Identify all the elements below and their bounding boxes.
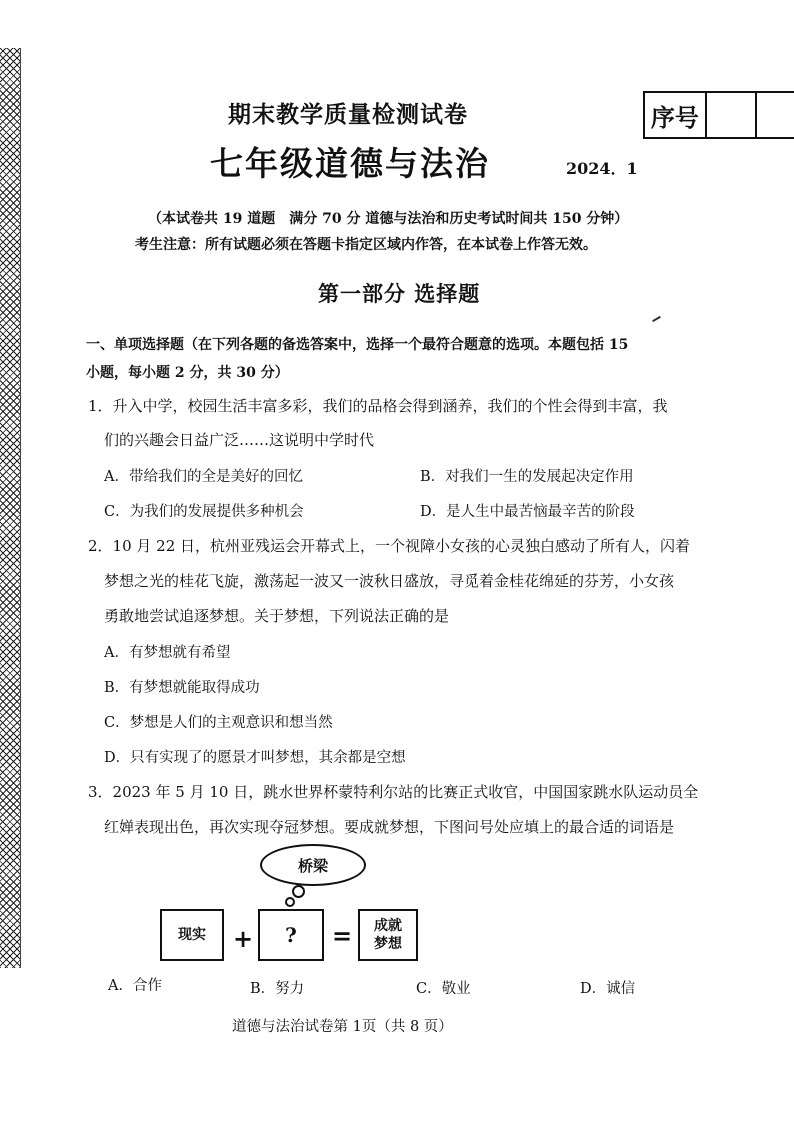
sequence-number-box bbox=[643, 91, 794, 139]
thought-bubble bbox=[292, 885, 305, 898]
q1-option-b: B．对我们一生的发展起决定作用 bbox=[420, 469, 634, 485]
question-box: ? bbox=[258, 909, 324, 961]
q2-option-b: B．有梦想就能取得成功 bbox=[104, 680, 260, 696]
dream-box bbox=[358, 909, 418, 961]
question-2-line: 梦想之光的桂花飞旋，激荡起一波又一波秋日盛放，寻觅着金桂花绵延的芬芳，小女孩 bbox=[104, 572, 675, 590]
question-1-line: 1．升入中学，校园生活丰富多彩，我们的品格会得到涵养，我们的个性会得到丰富，我 bbox=[88, 397, 668, 415]
sequence-cell bbox=[757, 93, 794, 137]
section-instruction: 小题，每小题 2 分，共 30 分） bbox=[86, 365, 289, 381]
q3-option-d: D．诚信 bbox=[580, 981, 636, 997]
section-instruction: 一、单项选择题（在下列各题的备选答案中，选择一个最符合题意的选项。本题包括 15 bbox=[86, 337, 629, 353]
question-3-line: 红婵表现出色，再次实现夺冠梦想。要成就梦想，下图问号处应填上的最合适的词语是 bbox=[104, 818, 675, 836]
thought-bubble bbox=[285, 897, 295, 907]
binding-strip bbox=[0, 48, 21, 968]
exam-attention: 考生注意：所有试题必须在答题卡指定区域内作答，在本试卷上作答无效。 bbox=[135, 237, 597, 253]
question-2-line: 勇敢地尝试追逐梦想。关于梦想，下列说法正确的是 bbox=[104, 607, 450, 625]
question-2-line: 2．10 月 22 日，杭州亚残运会开幕式上，一个视障小女孩的心灵独白感动了所有人，闪着 bbox=[88, 537, 691, 555]
equals-sign: = bbox=[332, 921, 353, 950]
exam-info: （本试卷共 19 道题 满分 70 分 道德与法治和历史考试时间共 150 分钟） bbox=[148, 211, 629, 227]
q2-option-d: D．只有实现了的愿景才叫梦想，其余都是空想 bbox=[104, 750, 406, 766]
sequence-cell bbox=[707, 93, 757, 137]
pen-mark bbox=[652, 316, 661, 322]
reality-box: 现实 bbox=[160, 909, 224, 961]
q3-option-a: A．合作 bbox=[108, 978, 162, 994]
sequence-label: 序号 bbox=[645, 93, 707, 137]
dream-box-line: 梦想 bbox=[374, 936, 402, 952]
subject-title: 七年级道德与法治 bbox=[210, 144, 490, 183]
thought-cloud: 桥梁 bbox=[260, 844, 366, 886]
q2-option-a: A．有梦想就有希望 bbox=[104, 645, 231, 661]
q1-option-a: A．带给我们的全是美好的回忆 bbox=[104, 469, 303, 485]
exam-title: 期末教学质量检测试卷 bbox=[228, 101, 468, 128]
question-3-line: 3．2023 年 5 月 10 日，跳水世界杯蒙特利尔站的比赛正式收官，中国国家跳水队运动员全 bbox=[88, 783, 699, 801]
plus-sign: + bbox=[233, 924, 254, 953]
part-title: 第一部分 选择题 bbox=[318, 281, 481, 306]
dream-box-line: 成就 bbox=[374, 918, 402, 934]
q2-option-c: C．梦想是人们的主观意识和想当然 bbox=[104, 715, 333, 731]
q3-option-c: C．敬业 bbox=[416, 981, 471, 997]
q3-option-b: B．努力 bbox=[250, 981, 305, 997]
exam-date: 2024．1 bbox=[566, 159, 638, 178]
question-1-line: 们的兴趣会日益广泛……这说明中学时代 bbox=[104, 431, 375, 449]
q1-option-c: C．为我们的发展提供多种机会 bbox=[104, 504, 304, 520]
q1-option-d: D．是人生中最苦恼最辛苦的阶段 bbox=[420, 504, 635, 520]
page-footer: 道德与法治试卷第 1页（共 8 页） bbox=[232, 1019, 453, 1035]
